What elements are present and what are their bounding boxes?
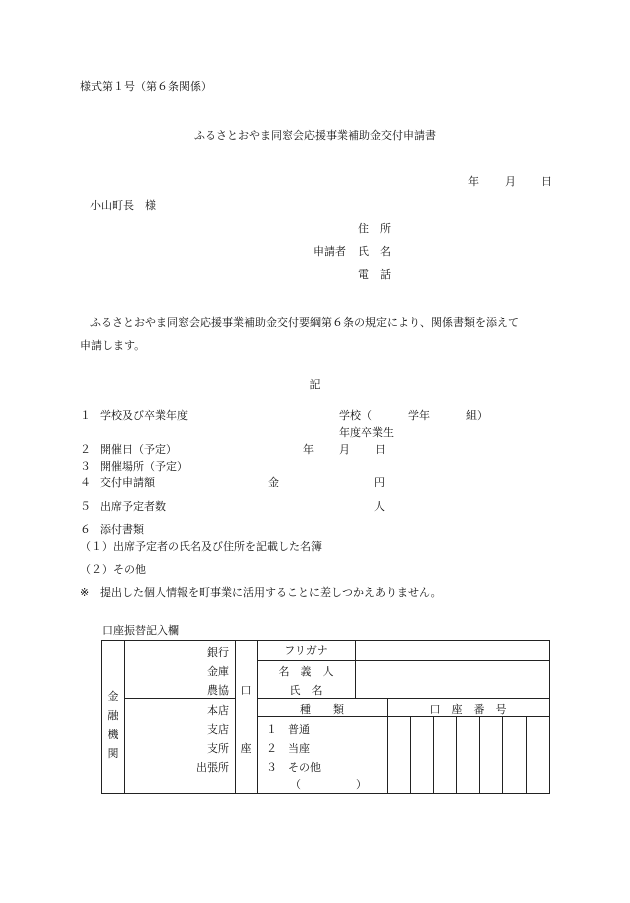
type-futsu: １ 普通 xyxy=(266,723,310,736)
item3-label: 開催場所（予定） xyxy=(100,460,188,473)
item2-year: 年 xyxy=(303,443,314,456)
item1-grade: 学年 xyxy=(408,409,430,422)
item6-sub1: （１）出席予定者の氏名及び住所を記載した名簿 xyxy=(80,540,322,553)
item2-label: 開催日（予定） xyxy=(100,443,177,456)
ki-label: 記 xyxy=(309,378,321,391)
shiten-label: 支店 xyxy=(207,723,229,736)
item3-num: ３ xyxy=(80,460,91,473)
item1-class: 組） xyxy=(466,409,488,422)
address-label: 住 所 xyxy=(358,222,391,235)
item1-school: 学校（ xyxy=(339,409,372,422)
name-label: 氏 名 xyxy=(358,245,391,258)
date-month: 月 xyxy=(505,175,516,188)
notice-text: 提出した個人情報を町事業に活用することに差しつかえありません。 xyxy=(100,586,442,599)
honten-label: 本店 xyxy=(207,704,229,717)
account-section-title: 口座振替記入欄 xyxy=(102,624,179,637)
type-other: ３ その他 xyxy=(266,761,321,774)
type-toza: ２ 当座 xyxy=(266,742,310,755)
applicant-label: 申請者 xyxy=(313,245,346,258)
notice-mark: ※ xyxy=(80,586,90,599)
phone-label: 電 話 xyxy=(358,268,391,281)
item4-label: 交付申請額 xyxy=(100,476,155,489)
item1-num: １ xyxy=(80,409,91,422)
kouza-char-1: 口 xyxy=(240,684,252,697)
bank-label: 銀行 xyxy=(207,646,229,659)
item1-label: 学校及び卒業年度 xyxy=(100,409,188,422)
shurui-header: 種 類 xyxy=(300,703,344,716)
date-day: 日 xyxy=(541,175,552,188)
item4-yen: 円 xyxy=(374,476,385,489)
addressee: 小山町長 様 xyxy=(90,199,156,212)
item5-num: ５ xyxy=(80,500,91,513)
financial-institution-label: 金融機関 xyxy=(107,690,119,760)
account-number-header: 口 座 番 号 xyxy=(429,703,507,716)
furigana-label: フリガナ xyxy=(284,644,328,657)
shisho-label: 支所 xyxy=(207,742,229,755)
item4-num: ４ xyxy=(80,476,91,489)
item5-person: 人 xyxy=(374,500,385,513)
type-other-paren: （ ） xyxy=(290,778,367,791)
shinkin-label: 金庫 xyxy=(207,665,229,678)
item6-label: 添付書類 xyxy=(100,523,144,536)
item6-sub2: （２）その他 xyxy=(80,563,146,576)
item2-num: ２ xyxy=(80,443,91,456)
date-year: 年 xyxy=(468,175,479,188)
shimei-label: 氏 名 xyxy=(289,684,323,697)
body-text-line1: ふるさとおやま同窓会応援事業補助金交付要綱第６条の規定により、関係書類を添えて xyxy=(90,316,519,329)
form-number: 様式第１号（第６条関係） xyxy=(80,80,212,93)
item2-day: 日 xyxy=(375,443,386,456)
kouza-char-2: 座 xyxy=(240,742,252,755)
item1-graduate: 年度卒業生 xyxy=(339,426,394,439)
nokyo-label: 農協 xyxy=(207,684,229,697)
meigi-label: 名 義 人 xyxy=(278,665,334,678)
body-text-line2: 申請します。 xyxy=(80,339,146,352)
item5-label: 出席予定者数 xyxy=(100,500,166,513)
shutchojo-label: 出張所 xyxy=(196,761,229,774)
item2-month: 月 xyxy=(339,443,350,456)
item4-kin: 金 xyxy=(268,476,279,489)
item6-num: ６ xyxy=(80,523,91,536)
document-title: ふるさとおやま同窓会応援事業補助金交付申請書 xyxy=(194,129,436,142)
